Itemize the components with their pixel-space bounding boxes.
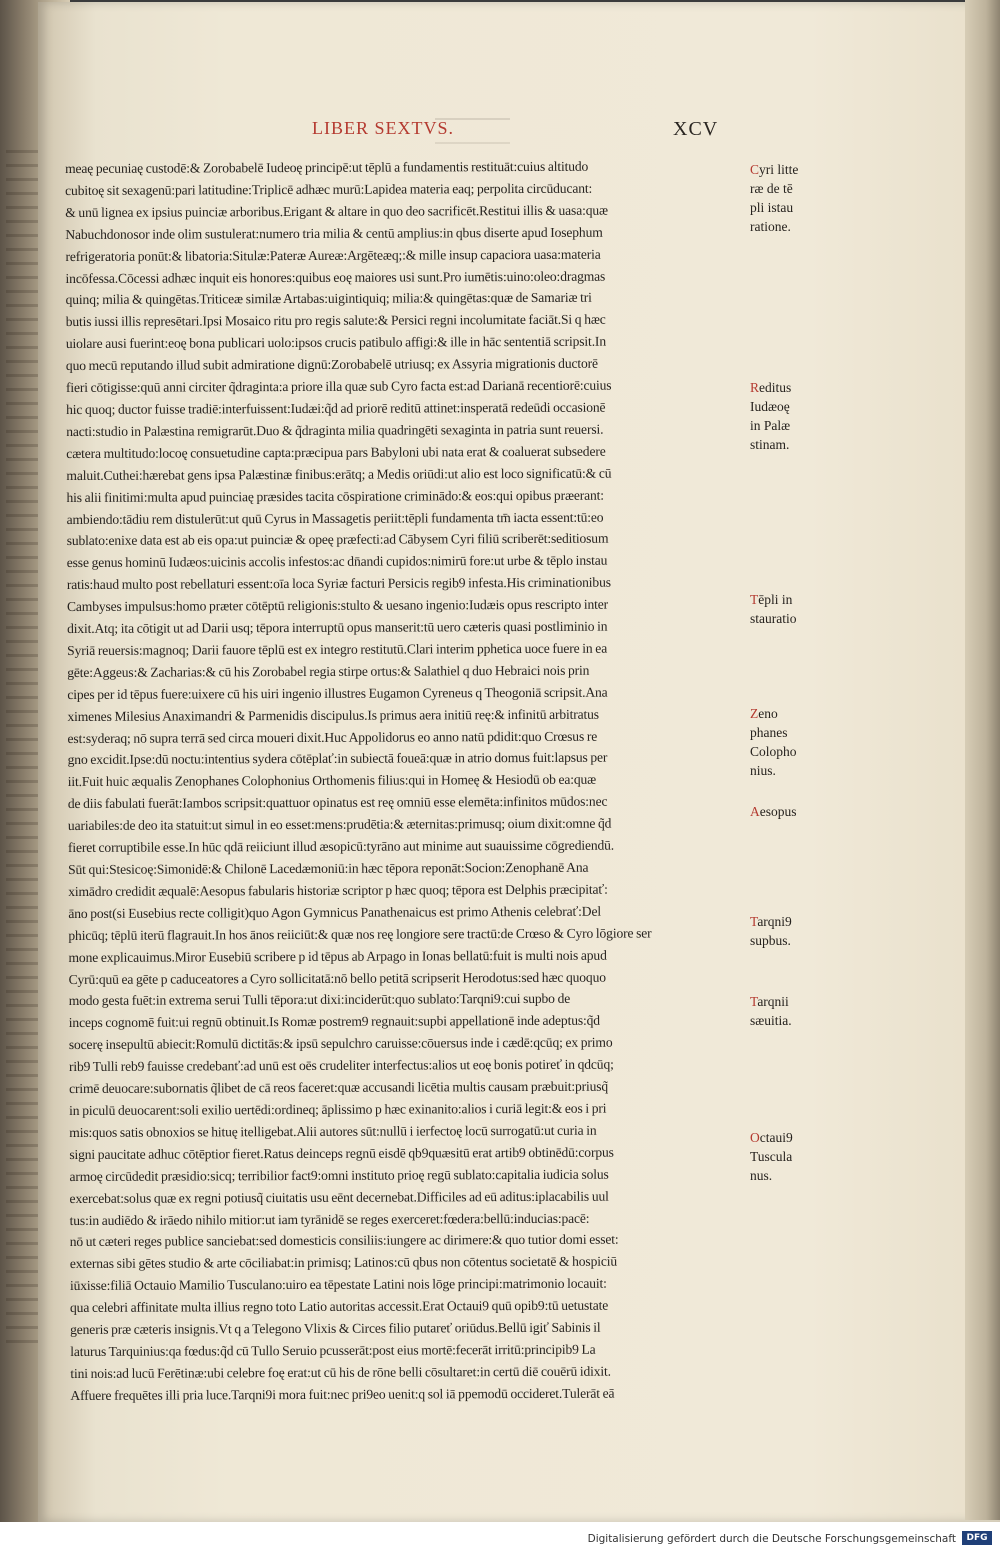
margin-line: Tarqni9 (750, 914, 792, 929)
text-line: in piculū deuocarent:soli exilio uertēdi:ordineq; āplissimo p hæc exinanito:alios i curiā legit:& eos i pri (69, 1100, 607, 1118)
text-line: iūxisse:filiā Octauio Mamilio Tusculano:uiro ea tēpestate Latini nois lōge principi:matrimonio locauit: (69, 1275, 607, 1294)
text-line: hic quoq; ductor fuisse tradiē:interfuissent:Iudæi:q̃d ad priorē reditū attinet:insperatā redeūdi occasionē (66, 399, 606, 417)
text-line: Nabuchdonosor inde olim sustulerat:numero tria milia & centū amplius:in qbus diserte apud Iosephum (65, 224, 603, 242)
text-line: generis præ cæteris insignis.Vt q a Telegono Vlixis & Circes filio putareť oriūdus.Bellū igiť Sabinis il (70, 1319, 601, 1338)
text-line: butis iussi illis represētari.Ipsi Mosaico ritu pro regis salute:& Persici regni incolumitate faciāt.Si q hæc (65, 311, 606, 330)
margin-line: Cyri litte (750, 162, 799, 177)
rubricated-initial: T (750, 994, 758, 1009)
text-line: his alii finitimi:multa apud puinciaę præsides tacita cōspiratione criminādo:& eos:qui opibus præerant: (66, 487, 604, 505)
margin-line: Octaui9 (750, 1130, 793, 1145)
text-line: inceps cognomē fuit:ui regnū obtinuit.Is Romæ postrem9 regnauit:supbi appellationē inde adeptus:q̃d (68, 1013, 600, 1031)
text-line: ratis:haud multo post rebellaturi essent:oīa loca Syriæ facturi Persicis regib9 infesta.His criminationibus (66, 574, 611, 593)
text-line: esse genus hominū Iudæos:uicinis accolis infestos:ac dn̄andi cupidos:nimirū fore:ut urbe & tēplo instau (66, 552, 608, 571)
text-line: phicūq; tēplū iterū flagrauit.In hos ānos reiiciūt:& quæ nos reę longiore sere tractū:de Crœso & Cyro lōgiore ser (68, 925, 652, 943)
text-line: fieri cōtigisse:quū anni circiter q̃draginta:a priore illa quæ sub Cyro facta est:ad Darianā recentiorē:cuius (65, 377, 612, 396)
margin-line: Tarqnii (750, 994, 789, 1009)
funding-credit: Digitalisierung gefördert durch die Deutsche Forschungsgemeinschaft (587, 1533, 956, 1545)
text-line: socerę insepultū abiecit:Romulū dictitās:& ipsū sepulchro caruisse:cōuersus inde i cædē:qcūq; ex primo (68, 1034, 613, 1053)
margin-line: sæuitia. (750, 1013, 792, 1028)
margin-note-zenophanes (750, 704, 870, 780)
text-line: nō ut cæteri reges publice sanciebat:sed domesticis consiliis:iungere ac dirimere:& quo tutior domi esset: (69, 1232, 619, 1250)
margin-line: Colopho (750, 744, 797, 759)
text-line: ambiendo:tādiu rem distulerūt:ut quū Cyrus in Massagetis periit:tēpli fundamenta tm̄ iacta essent:tū:eo (66, 509, 604, 527)
text-line: Syriā reuersis:magnoq; Darii fauore tēplū est ex integro restitutū.Clari interim pphetica uoce fuere in ea (67, 640, 608, 658)
margin-line: stinam. (750, 437, 790, 452)
text-line: externas sibi gētes studio & arte cōciliabat:in primisq; Latinos:cū qbus non cōtentus societatē & hospiciū (69, 1253, 618, 1272)
text-line: fieret corruptibile esse.In hūc qdā reiiciunt illud æsopicū:tyrāno aut minime aut suauissime cōgrediendū. (67, 837, 615, 856)
dfg-logo: DFG (962, 1531, 992, 1545)
text-line: signi paucitate adhuc cōtēptior fieret.Ratus deinceps regnū eisdē qb9quæsitū erat artib9 obtinēdū:corpus (69, 1144, 614, 1162)
text-line: āno post(si Eusebius recte colligit)quo Agon Gymnicus Panathenaicus est primo Athenis celebrať:Del (68, 903, 601, 921)
text-line: quo mecū reputando illud subit admiratione dignū:Zorobabelē utriusq; ex Assyria migrationis ductorē (65, 355, 598, 374)
margin-line: phanes (750, 725, 788, 740)
text-line: uariabiles:de deo ita statuit:ut simul in eo esset:mens:prudētia:& æternitas:primusq; oium dixit:omne q̃d (67, 815, 612, 834)
text-line: Cambyses impulsus:homo præter cōtēptū religionis:stulto & uesano ingenio:Iudæis opus rescripto inter (66, 596, 609, 615)
margin-note-aesopus (750, 802, 870, 821)
text-line: incōfessa.Cōcessi adhæc inquit eis honores:quibus eoę maiores usi sunt.Pro iumētis:uino:oleo:dragmas (65, 268, 606, 286)
margin-line: stauratio (750, 611, 797, 626)
text-line: meaę pecuniaę custodē:& Zorobabelē Iudeoę principē:ut tēplū a fundamentis restituāt:cuius altitudo (65, 158, 589, 176)
rubricated-initial: A (750, 804, 760, 819)
text-line: est:syderaq; nō supra terrā sed circa moueri dixit.Huc Appolidorus eo anno natū pdidit:quo Crœsus re (67, 728, 598, 746)
margin-line: supbus. (750, 933, 791, 948)
margin-line: ratione. (750, 219, 791, 234)
digitization-footer (0, 1522, 1000, 1554)
text-line: cubitoę sit sexagenū:pari latitudine:Triplicē adhæc murū:Lapidea materia eaq; perpolita circūducant: (65, 180, 593, 198)
running-title: LIBER SEXTVS. (312, 118, 455, 138)
rubricated-initial: C (750, 162, 760, 177)
margin-line: ræ de tē (750, 181, 793, 196)
text-line: gēte:Aggeus:& Zacharias:& cū his Zorobabel regia stirpe ortus:& Salathiel q duo Hebraici nois prin (67, 662, 590, 680)
text-line: nacti:studio in Palæstina remigrarūt.Duo & q̃draginta milia quadringēti sexaginta in patria sunt reuersi. (66, 421, 604, 439)
text-line: dixit.Atq; ita cōtigit ut ad Darii usq; tēpora interruptū opus manserit:tū uero cæteris quasi postliminio in (67, 618, 608, 637)
rubricated-initial: T (750, 592, 759, 607)
text-line: de diis fabulati fuerāt:Iambos scripsit:quattuor opinatus est reę omniū esse elemēta:infinitos mūdos:nec (67, 793, 608, 812)
text-line: iit.Fuit huic æqualis Zenophanes Colophonius Orthomenis filius:qui in Homeę & Hesiodū ob ea:quæ (67, 772, 597, 790)
rubricated-initial: R (750, 380, 760, 395)
margin-note-templi (750, 590, 870, 628)
text-line: gno excidit.Ipse:dū noctu:intentius sydera cōtēplať:in subiectā foueā:quæ in atrio domus fuit:lapsus per (67, 750, 608, 768)
text-line: mone explicauimus.Miror Eusebiū scribere p id tēpus ab Arpago in Ionas bellatū:fuit is multi nois apud (68, 947, 607, 965)
text-line: modo gesta fuēt:in extrema serui Tulli tēpora:ut dixi:inciderūt:quo sublato:Tarqni9:cui supbo de (68, 991, 571, 1009)
text-line: Sūt qui:Stesicoę:Simonidē:& Chilonē Lacedæmoniū:in hæc tēpora reponāt:Socion:Zenophanē Ana (68, 859, 589, 877)
margin-line: Iudæoę (750, 399, 790, 414)
margin-line: Reditus (750, 380, 792, 395)
rubricated-initial: Z (750, 706, 759, 721)
text-line: tus:in audiēdo & irāedo nihilo mitior:ut iam tyrānidē se reges exerceret:fœdera:bellū:inducias:pacē: (69, 1210, 590, 1228)
folio-number: XCV (673, 118, 719, 140)
margin-line: Zeno (750, 706, 778, 721)
text-line: crimē deuocare:subornatis q̃libet de cā reos faceret:quæ accusandi licētia multis causam præbuit:priusq̃ (69, 1078, 609, 1097)
text-line: Affuere frequētes illi pria luce.Tarqni9i mora fuit:nec pri9eo uenit:q sol iā ppemodū occideret.Tulerāt eā (70, 1385, 615, 1403)
margin-line: Aesopus (750, 804, 797, 819)
text-line: laturus Tarquinius:qa fœdus:q̃d cū Tullo Seruio pcusserāt:post eius mortē:fecerāt irritū:principib9 La (70, 1341, 596, 1359)
text-line: ximenes Milesius Anaximandri & Parmenidis discipulus.Is primus aera initiū reę:& infinitū arbitratus (67, 706, 599, 724)
margin-note-tarquinius-superbus (750, 912, 870, 950)
text-line: rib9 Tulli reb9 fauisse credebanť:ad unū est oēs crudeliter interfectus:alios ut eoę bonis potireť in qdcūq; (68, 1056, 614, 1075)
text-line: cætera multitudo:locoę consuetudine capta:præcipua pars Babyloni ubi nata erat & coaluerat subsedere (66, 443, 606, 461)
text-line: tini nois:ad lucū Ferētinæ:ubi celebre foę erat:ut cū his de rōne belli cōsultaret:in certū diē couērū idixit. (70, 1363, 611, 1381)
margin-line: Tēpli in (750, 592, 793, 607)
text-line: Cyrū:quū ea gēte p caduceatores a Cyro sollicitatā:nō bello petitā scripserit Herodotus:sed hæc quoquo (68, 969, 606, 987)
text-line: ximādro credidit æqualē:Aesopus fabularis historiæ scriptor p hæc quoq; tēpora est Delphis præcipitať: (68, 881, 608, 899)
margin-note-cyri (750, 160, 870, 236)
margin-line: in Palæ (750, 418, 791, 433)
text-line: uiolare ausi fuerint:eoę bona publicari uolo:ipsos crucis patibulo affigi:& ille in hāc sententiā scripsit.In (65, 333, 606, 352)
margin-line: nius. (750, 763, 776, 778)
margin-note-octavius (750, 1128, 870, 1185)
rubricated-initial: O (750, 1130, 760, 1145)
text-line: & unū lignea ex ipsius puinciæ arboribus.Erigant & altare in quo deo sacrificēt.Restitui illis & uasa:quæ (65, 202, 608, 220)
main-text-block (65, 155, 746, 1407)
text-line: exercebat:solus quæ ex regni potiusq̃ ciuitatis usu eēnt decernebat.Difficiles ad eū aditus:iplacabilis uul (69, 1188, 609, 1206)
text-line: sublato:enixe data est ab eis opa:ut puinciæ & opeę præfecti:ad Cābysem Cyri filiū scriberēt:seditiosum (66, 531, 609, 549)
margin-note-reditus (750, 378, 870, 454)
text-line: quinq; milia & quingētas.Triticeæ similæ Artabas:uigintiquiq; milia:& quingētas:quæ de Samariæ tri (65, 290, 592, 308)
text-line: armoę circūdedit præsidio:sicq; terribilior fact9:omni instituto prioę regū sublato:capitalia iudicia solus (69, 1166, 609, 1184)
margin-note-saevitia (750, 992, 870, 1030)
text-line: maluit.Cuthei:hærebat gens ipsa Palæstinæ finibus:erātq; a Medis oriūdi:ut alio est loco significatū:& cū (66, 465, 612, 483)
text-line: refrigeratoria ponūt:& libatoria:Situlæ:Pateræ Aureæ:Argēteæq;:& mille insup capaciora uasa:materia (65, 246, 601, 264)
text-line: cipes per id tēpus fuere:uixere cū his uiri ingenio illustres Eugamon Cyreneus q Theogoniā scripsit.Ana (67, 684, 608, 702)
rubricated-initial: T (750, 914, 758, 929)
text-line: mis:quos satis obnoxios se hituę itelligebat.Alii autores sūt:nullū i ierfectoę locū surrogatū:ut curia in (69, 1122, 597, 1140)
margin-line: nus. (750, 1168, 773, 1183)
margin-line: pli istau (750, 200, 794, 215)
margin-line: Tuscula (750, 1149, 793, 1164)
text-line: qua celebri affinitate multa illius regno toto Latio autoritas accessit.Erat Octaui9 quū opib9:tū uetustate (69, 1297, 609, 1316)
page-fore-edge (965, 0, 1000, 1520)
